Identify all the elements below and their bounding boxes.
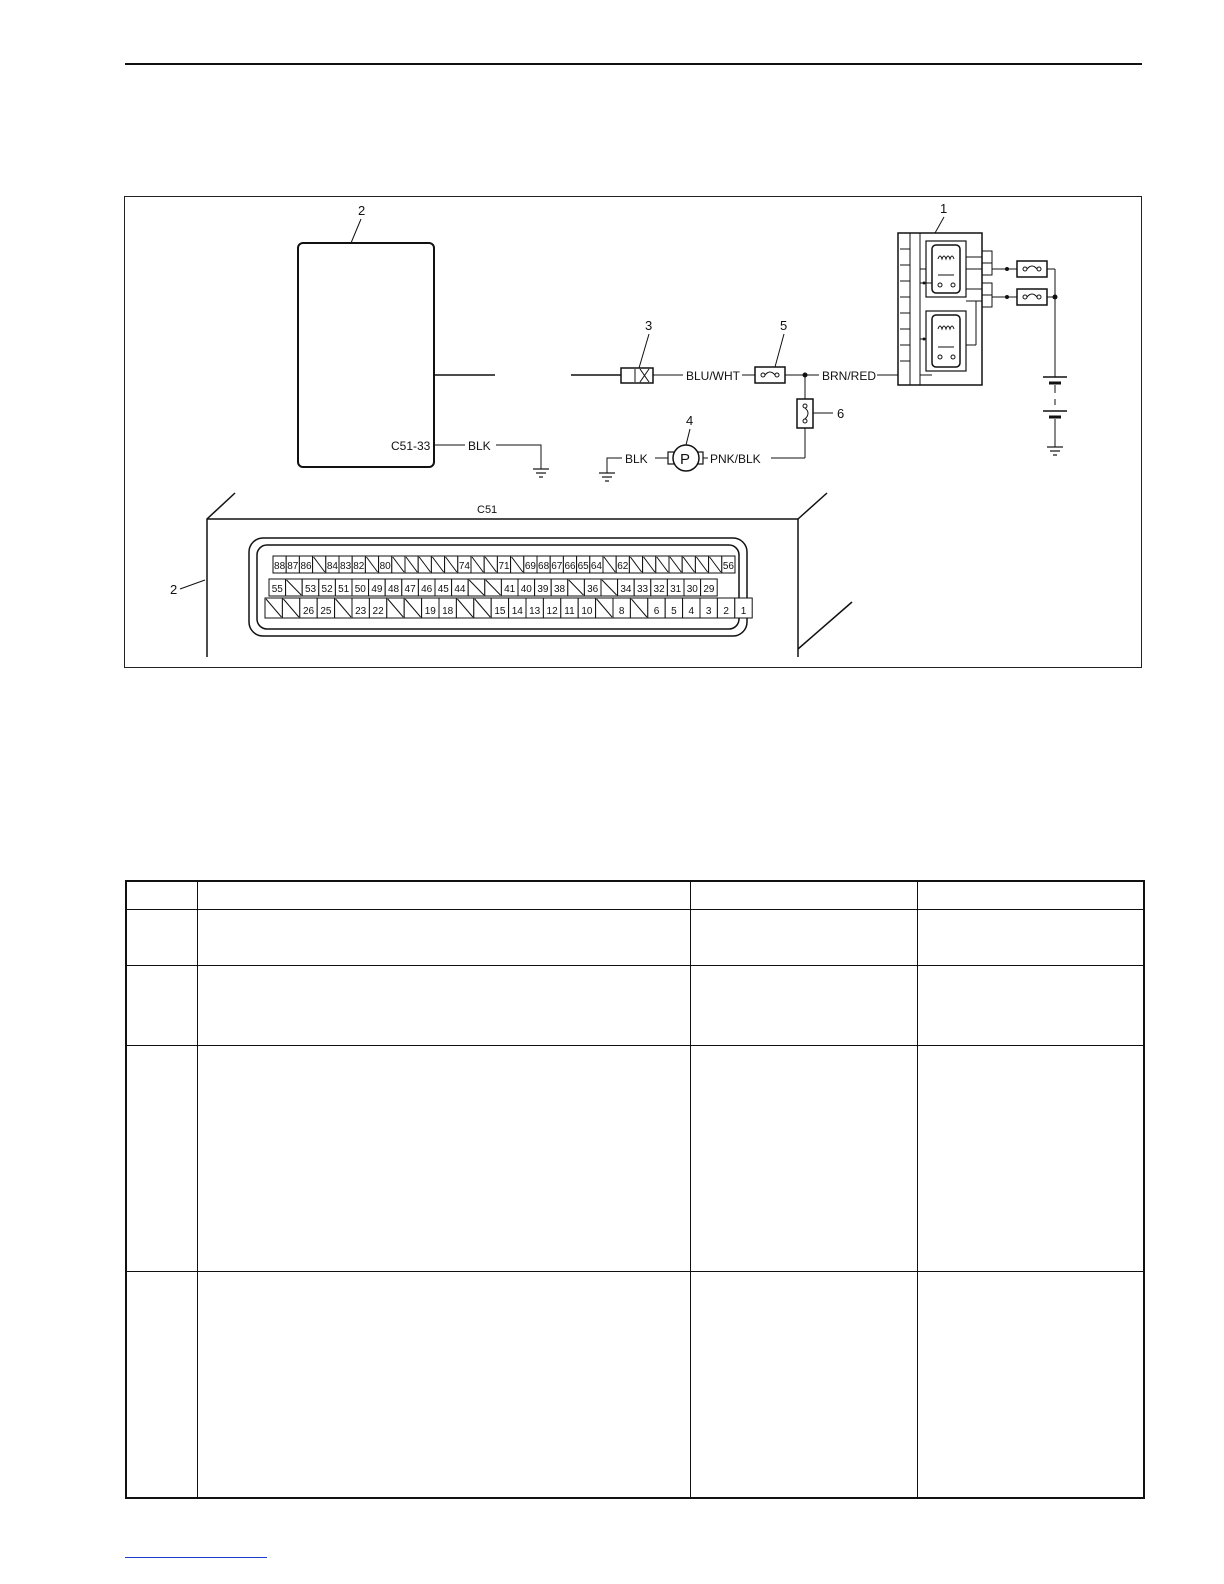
header-rule [125,63,1142,65]
connector-pin-number: 48 [387,584,400,595]
connector-pin-number: 1 [740,606,747,617]
table-cell [690,1271,917,1498]
wiring-diagram-svg [125,197,1141,667]
connector-pin-number: 41 [504,584,516,595]
table-cell [197,1045,690,1271]
connector-pin-number: 30 [686,584,698,595]
connector-pin-number: 64 [590,561,602,572]
callout-2-top: 2 [358,203,366,218]
connector-pin-number: 83 [340,561,352,572]
connector-pin-number: 25 [320,606,332,617]
relay-box-icon [898,233,992,385]
connector-row-top [273,556,735,573]
table-row [126,881,1144,909]
table-cell [917,965,1144,1045]
connector-pin-number: 86 [300,561,312,572]
connector-pin-number: 88 [274,561,286,572]
table-cell [126,881,197,909]
table-row [126,1271,1144,1498]
procedure-table [125,880,1145,1499]
connector-pin-number: 33 [636,584,649,595]
connector-pin-number: 82 [353,561,365,572]
connector-pin-number: 32 [653,584,665,595]
battery-icon [1043,377,1067,455]
table-row [126,965,1144,1045]
table-cell [690,881,917,909]
connector-pin-number: 11 [564,606,575,617]
connector-pin-number: 52 [321,584,333,595]
table-cell [197,965,690,1045]
table-cell [690,1045,917,1271]
connector-pin-number: 45 [437,584,449,595]
connector-pin-number: 6 [653,606,660,617]
connector-pin-number: 74 [458,561,470,572]
callout-1: 1 [940,201,948,216]
table-row [126,909,1144,965]
callout-2-bottom: 2 [170,582,178,597]
connector-pin-number: 44 [454,584,466,595]
ecm-box [298,243,434,467]
connector-pin-number: 2 [723,606,729,617]
wiring-diagram [124,196,1142,668]
connector-pin-number: 46 [421,584,433,595]
connector-pin-number: 65 [577,561,589,572]
ground-icon [533,469,549,477]
ground-icon [599,473,615,481]
fuse-link-icon [621,368,653,383]
connector-pin-number: 69 [524,561,536,572]
connector-pin-number: 40 [520,584,532,595]
table-cell [126,1271,197,1498]
connector-pin-number: 12 [546,606,558,617]
callout-4: 4 [686,413,694,428]
table-cell [126,909,197,965]
connector-pin-number: 36 [587,584,599,595]
connector-pin-number: 13 [529,606,541,617]
connector-pin-number: 39 [537,584,549,595]
connector-pin-number: 56 [722,561,734,572]
main-fuse-icon [1017,261,1047,305]
connector-pin-number: 34 [620,584,632,595]
connector-row-middle [269,579,717,596]
table-cell [197,909,690,965]
connector-pin-number: 80 [379,561,391,572]
terminal-c51-33: C51-33 [391,439,431,453]
connector-pin-number: 15 [494,606,506,617]
table-cell [917,909,1144,965]
connector-pin-number: 47 [404,584,416,595]
callout-6: 6 [837,406,845,421]
fuse-5-icon [755,367,785,383]
wire-blk-pump: BLK [625,452,648,466]
connector-pin-number: 22 [372,606,384,617]
table-cell [917,1045,1144,1271]
connector-pin-number: 18 [442,606,454,617]
connector-pin-number: 10 [581,606,593,617]
connector-pin-number: 3 [705,606,712,617]
pump-symbol: P [680,451,691,468]
table-cell [197,1271,690,1498]
connector-pin-number: 66 [564,561,576,572]
footer-link-rule [125,1557,267,1558]
table-cell [126,965,197,1045]
connector-pin-number: 68 [538,561,550,572]
connector-pin-number: 50 [354,584,366,595]
connector-pin-number: 8 [618,606,625,617]
connector-pin-number: 5 [671,606,677,617]
table-cell [126,1045,197,1271]
fuse-6-icon [797,399,813,428]
wire-blk-ecm: BLK [468,439,491,453]
connector-pin-number: 19 [424,606,436,617]
wire-blu-wht: BLU/WHT [686,369,740,383]
table-cell [690,965,917,1045]
connector-pin-number: 53 [304,584,317,595]
connector-pin-number: 4 [688,606,695,617]
connector-pin-number: 26 [302,606,315,617]
connector-pin-number: 55 [271,584,283,595]
connector-row-bottom [265,598,752,618]
table-cell [917,1271,1144,1498]
connector-pin-number: 62 [617,561,629,572]
connector-pin-number: 38 [553,584,566,595]
connector-pin-number: 84 [326,561,338,572]
callout-5: 5 [780,318,788,333]
connector-pin-number: 29 [703,584,715,595]
fuel-pump-icon [668,445,703,471]
table-cell [690,909,917,965]
connector-pin-number: 49 [371,584,383,595]
ecm-connector-body [207,493,852,657]
connector-pin-number: 71 [498,561,510,572]
table-row [126,1045,1144,1271]
connector-pin-number: 87 [287,561,299,572]
table-cell [197,881,690,909]
table-cell [917,881,1144,909]
wire-pnk-blk: PNK/BLK [710,452,761,466]
wire-brn-red: BRN/RED [822,369,877,383]
callout-3: 3 [645,318,653,333]
connector-pin-number: 31 [670,584,682,595]
connector-c51-label: C51 [477,504,498,516]
connector-pin-number: 51 [338,584,350,595]
connector-pin-number: 23 [355,606,367,617]
connector-pin-number: 67 [551,561,563,572]
connector-pin-number: 14 [511,606,523,617]
